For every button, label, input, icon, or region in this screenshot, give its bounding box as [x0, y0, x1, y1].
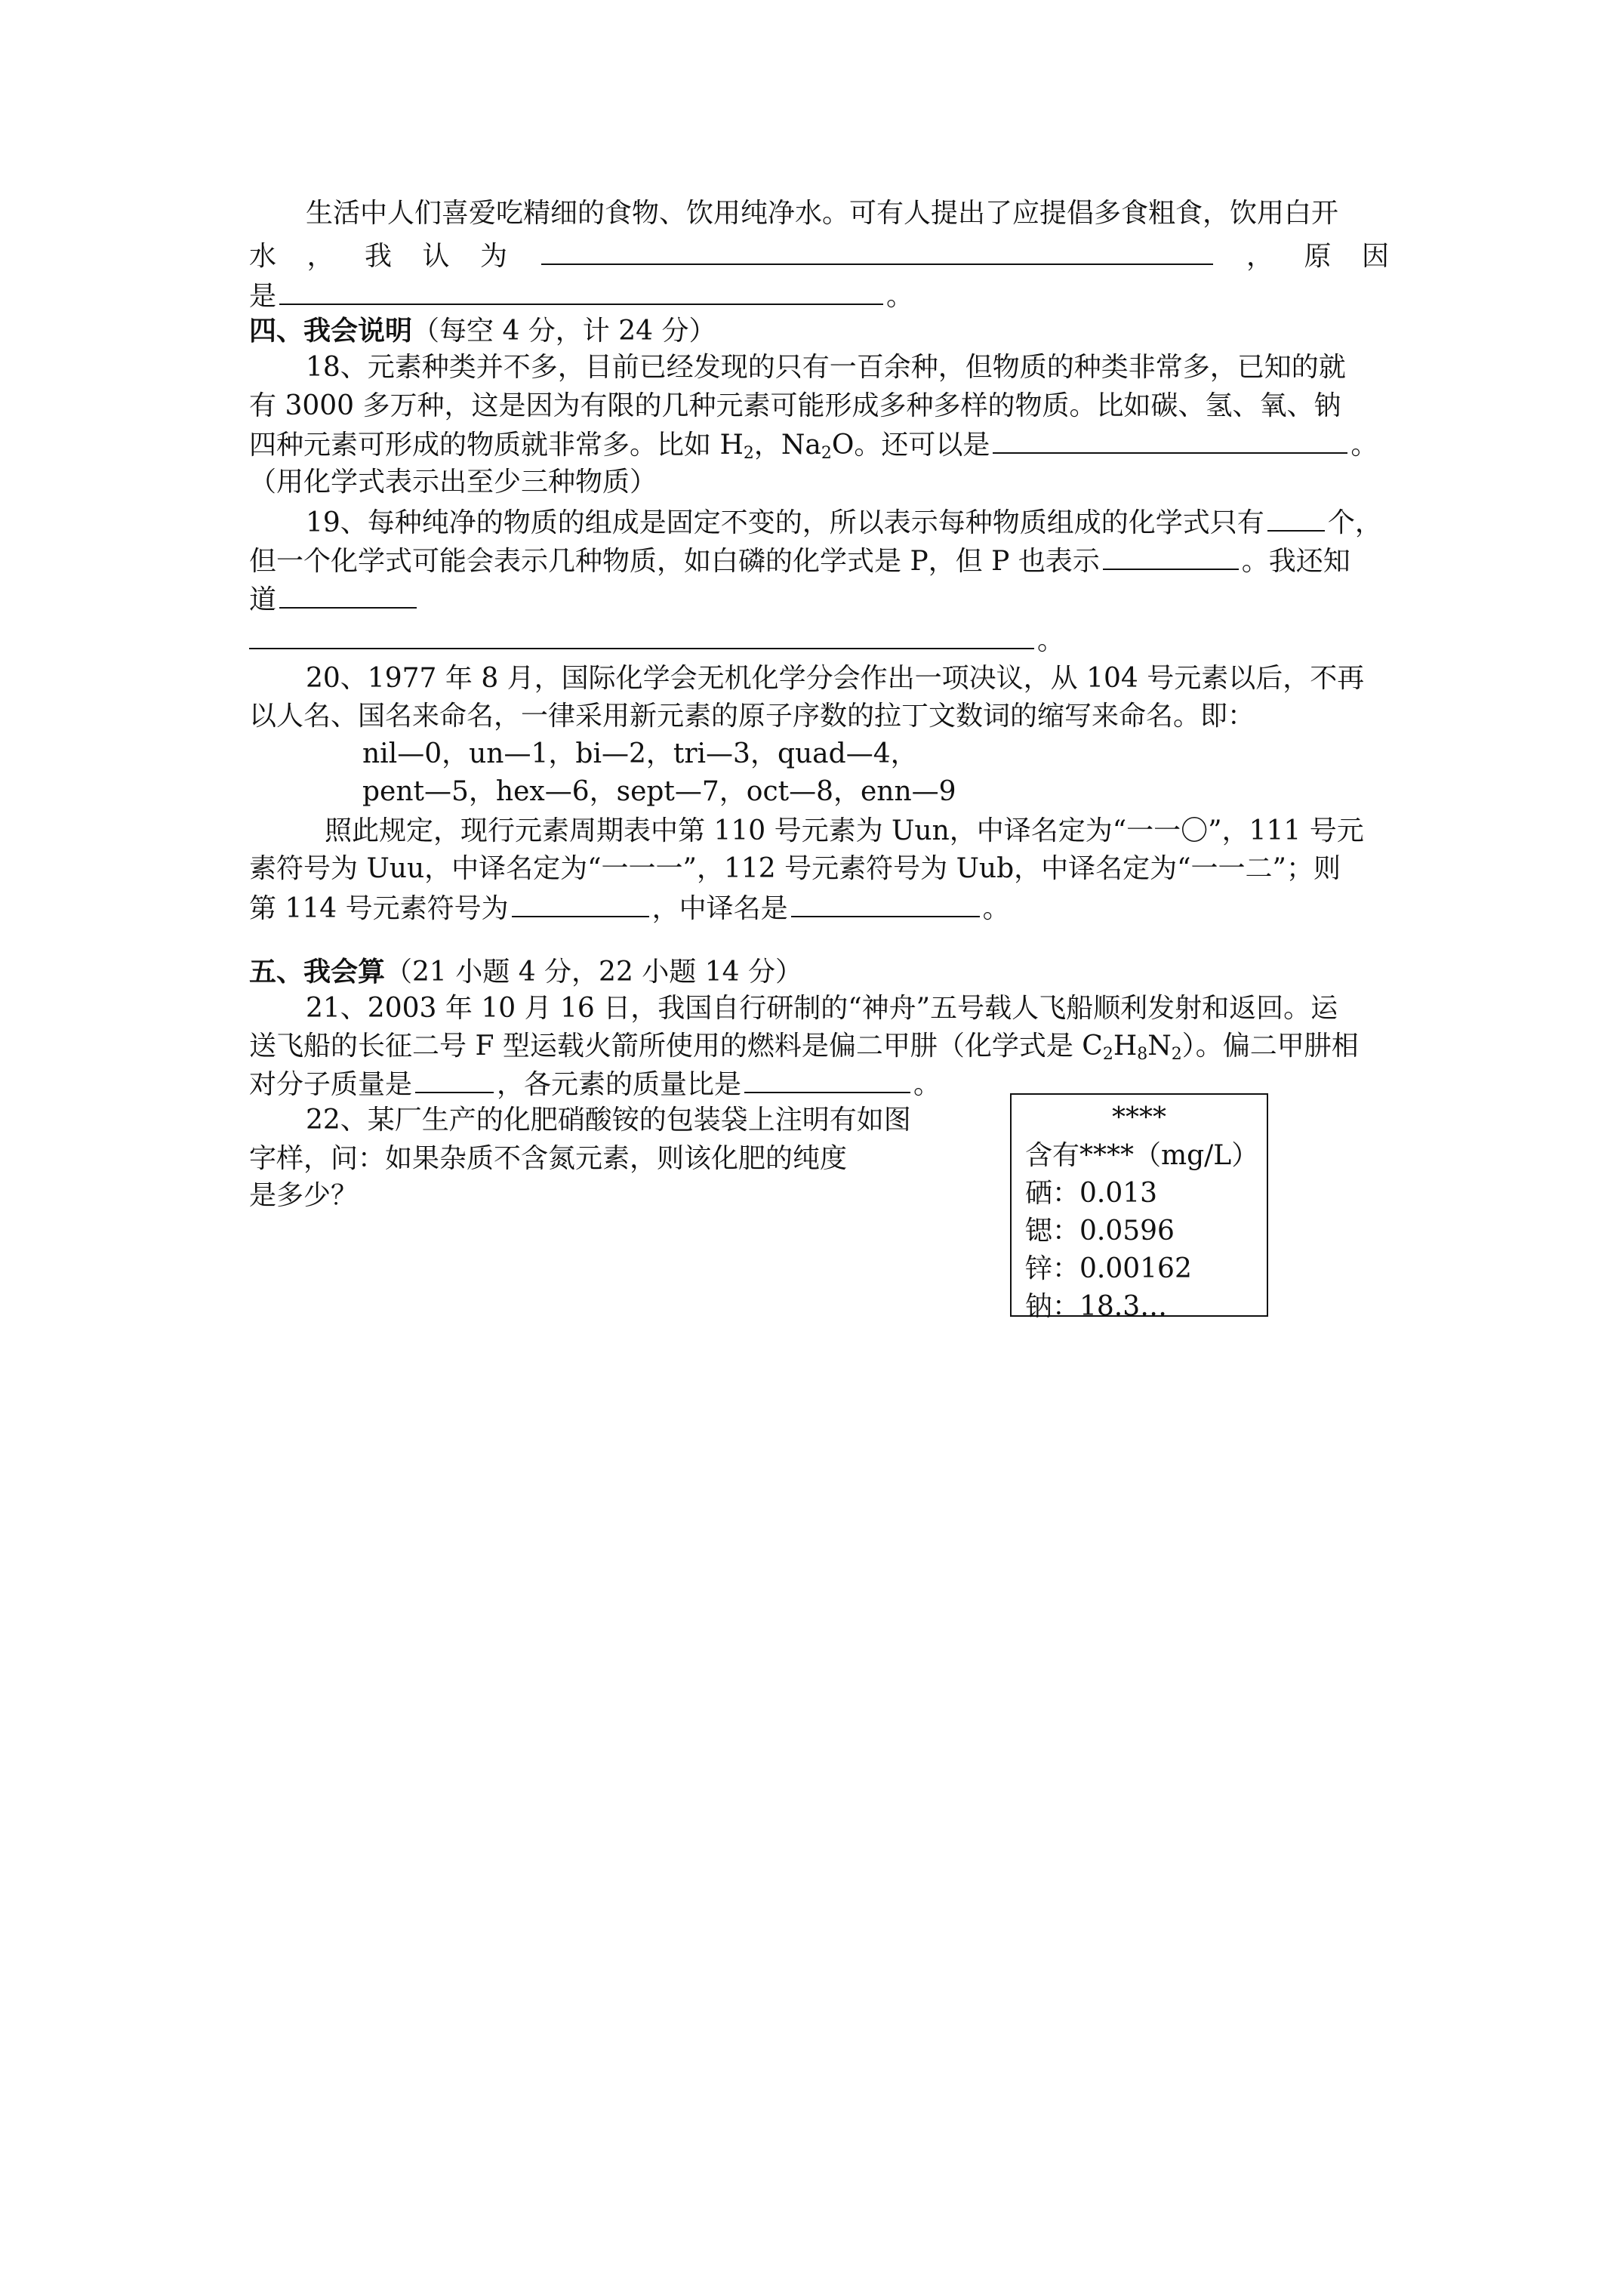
intro-word: ， [1246, 241, 1273, 272]
q19-line-2: 但一个化学式可能会表示几种物质，如白磷的化学式是 P，但 P 也表示 。我还知 [249, 541, 1389, 579]
intro-word: 水 [249, 241, 277, 272]
answer-blank-count[interactable] [1267, 503, 1325, 532]
q20-line-2: 以人名、国名来命名，一律采用新元素的原子序数的拉丁文数词的缩写来命名。即： [249, 701, 1255, 732]
answer-blank-mass-ratio[interactable] [744, 1065, 910, 1093]
answer-blank-opinion[interactable] [541, 236, 1213, 265]
q22-line-2: 字样，问：如果杂质不含氮元素，则该化肥的纯度 [249, 1143, 848, 1174]
answer-blank-molar-mass[interactable] [415, 1065, 494, 1093]
intro-word: 因 [1361, 241, 1389, 272]
intro-word: 为 [480, 241, 508, 272]
intro-line-3: 是 。 [249, 276, 1389, 314]
q18-line-2: 有 3000 多万种，这是因为有限的几种元素可能形成多种多样的物质。比如碳、氢、氧、钠 [249, 390, 1341, 421]
q22-line-1: 22、某厂生产的化肥硝酸铵的包装袋上注明有如图 [306, 1105, 911, 1136]
intro-word: 原 [1304, 241, 1332, 272]
q19-line-3: 道 [249, 580, 1389, 618]
q18-line-3: 四种元素可形成的物质就非常多。比如 $H_2$，$Na_2O$。还可以是 。 [249, 425, 1389, 463]
q19-line-1: 19、每种纯净的物质的组成是固定不变的，所以表示每种物质组成的化学式只有 个， [306, 503, 1389, 541]
answer-blank-reason[interactable] [279, 276, 883, 305]
label-title: **** [1112, 1102, 1166, 1133]
answer-blank-p-meaning[interactable] [1103, 541, 1239, 570]
q22-line-3: 是多少？ [249, 1180, 359, 1211]
q21-line-1: 21、2003 年 10 月 16 日，我国自行研制的“神舟”五号载人飞船顺利发射和返回。运 [306, 993, 1338, 1024]
label-line: 钠：18.3… [1025, 1291, 1168, 1322]
label-line: 硒：0.013 [1025, 1178, 1158, 1209]
intro-line-2 [249, 236, 1389, 274]
q20-line-6: 素符号为 Uuu，中译名定为“一一一”，112 号元素符号为 Uub，中译名定为“一一二”；则 [249, 853, 1341, 884]
section-5-heading: 五、我会算（21 小题 4 分，22 小题 14 分） [249, 956, 803, 988]
answer-blank-symbol[interactable] [512, 889, 649, 917]
q20-line-5: 照此规定，现行元素周期表中第 110 号元素为 Uun，中译名定为“一一〇”，111 号元 [325, 815, 1364, 846]
answer-blank-also-know-2[interactable] [249, 621, 1034, 649]
q20-line-1: 20、1977 年 8 月，国际化学会无机化学分会作出一项决议，从 104 号元素以后，不再 [306, 663, 1365, 694]
q20-latin-line-2: pent—5，hex—6，sept—7，oct—8，enn—9 [362, 776, 956, 807]
section-4-heading: 四、我会说明（每空 4 分，计 24 分） [249, 315, 716, 347]
label-line: 含有****（mg/L） [1025, 1140, 1259, 1171]
q21-line-2: 送飞船的长征二号 F 型运载火箭所使用的燃料是偏二甲肼（化学式是 $C_2H_8N_2$）。偏二甲肼相 [249, 1031, 1359, 1064]
label-line: 锶：0.0596 [1025, 1216, 1175, 1247]
intro-word: 认 [422, 241, 450, 272]
answer-blank-also-know[interactable] [279, 580, 417, 609]
q18-line-1: 18、元素种类并不多，目前已经发现的只有一百余种，但物质的种类非常多，已知的就 [306, 352, 1346, 383]
q19-line-4: 。 [249, 621, 1389, 658]
q20-line-7: 第 114 号元素符号为 ，中译名是 。 [249, 889, 1389, 926]
product-label-box [1010, 1093, 1268, 1322]
intro-line-1: 生活中人们喜爱吃精细的食物、饮用纯净水。可有人提出了应提倡多食粗食，饮用白开 [306, 198, 1339, 229]
q18-line-4: （用化学式表示出至少三种物质） [249, 467, 658, 498]
intro-word: ， [306, 241, 334, 272]
answer-blank-formulas[interactable] [993, 425, 1347, 454]
label-line: 锌：0.00162 [1025, 1253, 1192, 1284]
q21-line-3: 对分子质量是 ，各元素的质量比是 。 [249, 1065, 1389, 1102]
answer-blank-chinese-name[interactable] [791, 889, 980, 917]
q20-latin-line-1: nil—0，un—1，bi—2，tri—3，quad—4， [362, 738, 918, 769]
intro-word: 我 [365, 241, 393, 272]
